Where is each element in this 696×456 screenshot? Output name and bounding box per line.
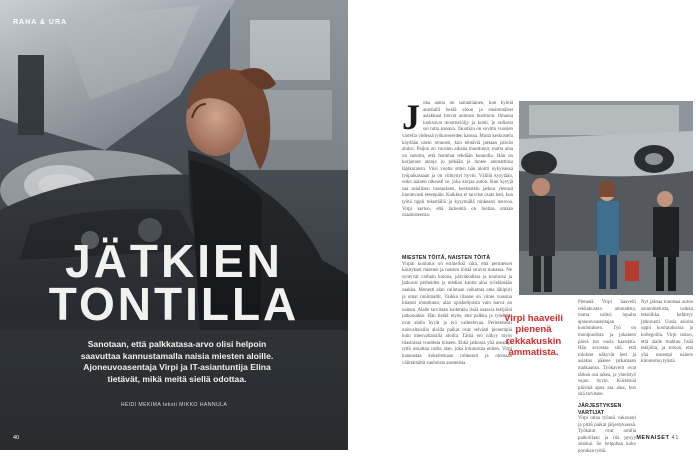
pull-quote: Virpi haaveili pienenä rekkakuskin ammatista. xyxy=(503,313,563,359)
column-c2-text: Virpi ottaa työnsä vakavasti ja pitää paikat järjestyksessä. Työkalut ovat omilla paikoillaan ja tila pysyy siistinä. Se helpottaa koko porukan työtä. xyxy=(578,416,636,455)
page-number-right: 41 xyxy=(671,435,679,441)
footer-brand xyxy=(636,435,679,441)
intro-text: Sanotaan, että palkkatasa-arvo olisi helpoin saavuttaa kannustamalla naisia miesten aloille. Ajoneuvoasentaja Virpi ja IT-asiantuntija Elina tietävät, mikä meitä siellä odottaa. xyxy=(80,339,274,384)
headline-line-2: TONTILLA xyxy=(48,278,300,330)
section-label: RAHA & URA xyxy=(13,19,68,26)
column-a-text: oka aamu on samanlainen, kun kylmä autohalli herää eloon ja ensimmäiset asiakkaat tuovat autonsa huoltoon. Ilmassa tuoksuvat moottoriöljy ja kumi, ja radiosta soi tuttu kanava. Tauotkin on sovittu vuosien varrella yhdessä työkavereiden kanssa. Muita keskustelu käydään usein rennosti, kun tehtäviä jaetaan päivän aluksi. Paljon on vuosien aikana muuttunut, mutta aina on sanottu, että hommat tehdään kunnolla. Hän on korjannut autoja jo pitkään ja tuntee ammattinsa läpikotaisin. Viisi vuotta sitten hän aloitti nykyisessä työpaikassaan ja on viihtynyt hyvin. Välillä kysytään, onko nainen oikeasti se, joka korjaa auton. Kun kysyjä saa asiallisen vastauksen, keskustelu jatkuu yleensä luontevasti eteenpäin. Kaikkea ei tarvitse osata heti, kun työtä oppii tekemällä ja kysymällä rohkeasti neuvoa. Virpi kertoo, että tärkeintä on luottaa omaan osaamiseensa. xyxy=(402,101,513,219)
column-d-text: Nyt jaksaa innostua auton suunnittelusta, vaikka tekniikka kehittyy jatkuvasti. Uusia asioita oppii koulutuksissa ja kollegoilta. Virpi uskoo, että alalle mahtuu lisää tekijöitä, ja toivoo, että yhä useampi nainen kiinnostuu työstä. xyxy=(641,300,693,365)
column-c-text: Pienenä Virpi haaveili rekkakuskin ammatista, mutta valitsi lopulta ajoneuvoasentajan koulutuksen. Työ on monipuolista ja jokainen päivä tuo uusia haasteita. Hän arvostaa sitä, että tulokset näkyvät heti ja asiakas pääsee jatkamaan matkaansa. Työkaverit ovat tärkeä osa arkea, ja yhteistyö sujuu hyvin. Kiireisinä päivinä apua saa aina, kun sitä tarvitsee. xyxy=(578,300,636,398)
brand-name: MENAISET xyxy=(636,435,670,441)
article-column-a xyxy=(402,97,513,249)
column-d-wrapper xyxy=(641,300,693,431)
page-number-left: 40 xyxy=(13,435,20,441)
subhead-1: MIESTEN TÖITÄ, NAISTEN TÖITÄ xyxy=(402,255,491,261)
dropcap: J xyxy=(402,97,420,137)
subhead-2: JÄRJESTYKSEN VARTIJAT xyxy=(578,402,622,416)
column-b-text: Virpin koulutus on esimerkki siitä, että perinteiset käsitykset miesten ja naisten töistä istuvat tiukassa. Ne syntyvät varhain kotona, päiväkodissa ja koulussa ja jatkuvat perheiden ja median kautta aina työelämään saakka. Monesti alan valintaan vaikuttaa oma lähipiiri ja omat roolimallit. Vaikka tilanne on viime vuosina hitaasti muuttunut, alan opiskelijoista vain harva on nainen. Alalle tarvitaan kuitenkin lisää osaavia tekijöitä jatkossakin. Hän tietää myös, että palkka ja työehdot ovat alalla hyvät ja työ vaihtelevaa. Perinteisesti naisvaltaisilla aloilla palkat ovat selvästi pienempiä kuin miesvaltaisilla aloilla. Tämä ero näkyy myös tilastoissa vuodesta toiseen. Ehkä jatkossa yhä useampi tyttö uskaltaa valita alan, joka kiinnostaa eniten. Virpi kannustaa kokeilemaan rohkeasti ja olemaan välittämättä vanhoista asenteista. xyxy=(402,261,512,366)
garage-inset-photo xyxy=(519,101,693,295)
column-c-wrapper xyxy=(578,300,636,455)
byline-credit: HEIDI MEKIMA teksti MIKKO HANNULA xyxy=(120,402,228,408)
right-page xyxy=(348,0,696,455)
left-page xyxy=(0,0,348,450)
headline-line-1: JÄTKIEN xyxy=(65,235,283,287)
